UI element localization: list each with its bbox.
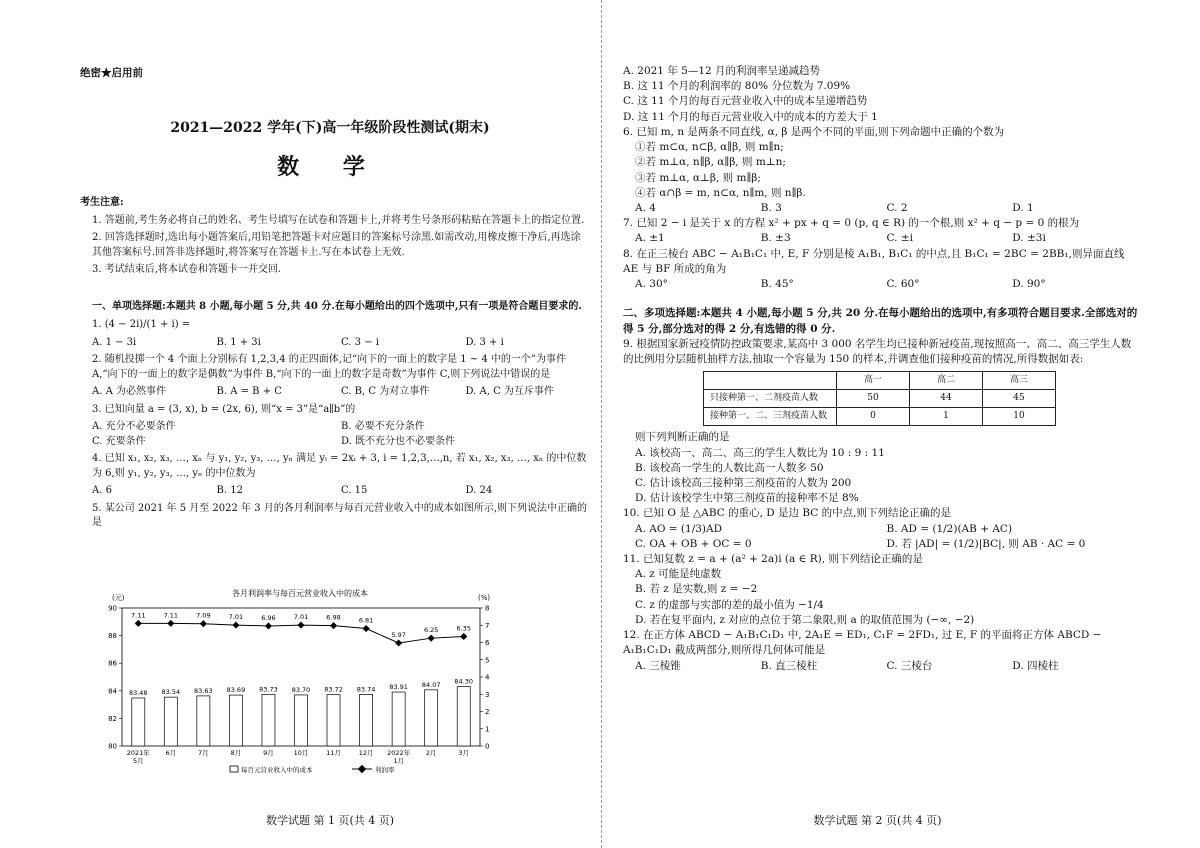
- chart-title: 各月利润率与每百元营业收入中的成本: [232, 589, 368, 598]
- left-axis-unit: (元): [112, 594, 125, 602]
- vaccine-table: [703, 371, 1056, 426]
- profit-value-label: 6.81: [358, 616, 374, 625]
- proposition-1: ①若 m⊂α, n⊂β, α∥β, 则 m∥n;: [635, 141, 784, 154]
- left-tick-label: 84: [108, 687, 117, 696]
- legend-marker: [358, 765, 366, 773]
- table-cell: 10: [983, 408, 1056, 426]
- profit-value-label: 7.01: [228, 613, 244, 622]
- category-label-sub: 5月: [132, 757, 144, 765]
- legend-cost-label: 每百元营业收入中的成本: [241, 766, 313, 774]
- question-3: 3. 已知向量 a = (3, x), b = (2x, 6), 则“x = 3”是“a∥b”的: [92, 403, 356, 415]
- option-d: D. 四棱柱: [1012, 659, 1059, 672]
- option-a: A. 三棱锥: [635, 659, 681, 672]
- profit-rate-marker: [460, 633, 467, 640]
- option-b: B. 必要不充分条件: [341, 421, 425, 432]
- profit-rate-marker: [200, 620, 207, 627]
- left-tick-label: 82: [108, 714, 117, 723]
- right-tick-label: 1: [485, 725, 490, 734]
- right-tick-label: 2: [485, 708, 490, 716]
- option-d: D. 若在复平面内, z 对应的点位于第二象限,则 a 的取值范围为 (−∞, −2): [635, 613, 975, 626]
- profit-value-label: 6.25: [423, 626, 439, 635]
- section-heading: 一、单项选择题:本题共 8 小题,每小题 5 分,共 40 分.在每小题给出的四个选项中,只有一项是符合题目要求的.: [92, 300, 582, 312]
- cost-value-label: 83.69: [226, 686, 246, 695]
- category-label: 2022年: [387, 749, 411, 757]
- option-a: A. z 可能是纯虚数: [635, 568, 722, 581]
- question-9-prompt: 则下列判断正确的是: [635, 431, 730, 444]
- option-b: B. A = B + C: [216, 386, 282, 397]
- question-6: 6. 已知 m, n 是两条不同直线, α, β 是两个不同的平面,则下列命题中正确的个数为: [623, 125, 1005, 138]
- chart-plot-area: [108, 605, 490, 766]
- table-header-cell: 高三: [983, 372, 1056, 390]
- question-4-options: [92, 484, 590, 499]
- category-label: 10月: [293, 749, 309, 757]
- profit-value-label: 6.35: [456, 624, 471, 633]
- profit-rate-marker: [428, 635, 435, 642]
- page-footer-right: 数学试题 第 2 页(共 4 页): [813, 814, 942, 827]
- cost-bar: [229, 695, 242, 746]
- question-7: 7. 已知 2 − i 是关于 x 的方程 x² + px + q = 0 (p, q ∈ R) 的一个根,则 x² + q − p = 0 的根为: [623, 217, 1080, 230]
- profit-value-label: 6.98: [326, 613, 341, 622]
- option-b: B. 直三棱柱: [760, 659, 818, 672]
- proposition-4: ④若 α∩β = m, n⊂α, n∥m, 则 n∥β.: [635, 186, 806, 199]
- profit-rate-marker: [232, 622, 239, 629]
- option-d: D. 1: [1012, 201, 1034, 214]
- profit-value-label: 7.09: [196, 611, 211, 620]
- cost-value-label: 83.91: [389, 683, 408, 692]
- option-a: A. 该校高一、高二、高三的学生人数比为 10 : 9 : 11: [635, 446, 885, 459]
- option-b: B. 若 z 是实数,则 z = −2: [635, 583, 758, 596]
- table-cell: 45: [983, 390, 1056, 408]
- category-label: 6月: [165, 749, 177, 757]
- question-9: 9. 根据国家新冠疫情防控政策要求,某高中 3 000 名学生均已接种新冠疫苗,现按照高一、高二、高三学生人数的比例用分层随机抽样方法,抽取一个容量为 150 的样本,并调查他们接种疫苗的情况,所得数据如表:: [623, 337, 1132, 365]
- right-content: [623, 64, 1138, 674]
- option-c: C. 这 11 个月的每百元营业收入中的成本呈递增趋势: [623, 95, 868, 108]
- question-7-options: [635, 231, 1138, 246]
- category-label: 3月: [458, 749, 470, 757]
- profit-value-label: 7.11: [163, 611, 179, 620]
- category-label-sub: 1月: [393, 757, 404, 765]
- left-tick-label: 90: [108, 604, 117, 613]
- option-c: C. 15: [341, 485, 368, 496]
- cost-bar: [360, 694, 373, 746]
- profit-cost-chart: [100, 586, 500, 776]
- cost-value-label: 83.70: [291, 685, 311, 694]
- cost-value-label: 84.30: [454, 677, 474, 686]
- option-b: B. 45°: [760, 278, 794, 291]
- confidential-mark: 绝密★启用前: [80, 67, 143, 79]
- option-d: D. 既不充分也不必要条件: [341, 435, 456, 447]
- question-10: 10. 已知 O 是 △ABC 的重心, D 是边 BC 的中点,则下列结论正确的是: [623, 507, 951, 520]
- option-c: C. 60°: [886, 278, 920, 291]
- profit-value-label: 5.97: [391, 631, 406, 640]
- left-tick-label: 80: [108, 742, 117, 751]
- option-c: C. ±i: [886, 232, 913, 245]
- option-c: C. 估计该校高三接种第三剂疫苗的人数为 200: [635, 476, 852, 489]
- option-d: D. A, C 为互斥事件: [465, 386, 554, 397]
- option-a: A. 充分不必要条件: [92, 421, 176, 432]
- option-c: C. 充要条件: [92, 435, 146, 447]
- question-5-options: [623, 64, 1138, 125]
- cost-bar: [262, 695, 275, 746]
- notes-heading: 考生注意:: [80, 197, 124, 208]
- cost-value-label: 83.48: [128, 688, 148, 697]
- cost-bar: [132, 698, 145, 746]
- right-tick-label: 4: [485, 673, 490, 682]
- profit-rate-marker: [395, 639, 402, 646]
- question-8-options: [635, 277, 1138, 292]
- table-cell: 接种第一、二、三剂疫苗人数: [704, 408, 837, 426]
- option-c: C. 三棱台: [886, 659, 933, 672]
- right-tick-label: 7: [485, 621, 490, 630]
- exam-title: 2021—2022 学年(下)高一年级阶段性测试(期末): [170, 120, 490, 136]
- cost-value-label: 83.54: [161, 688, 181, 697]
- option-c: C. B, C 为对立事件: [341, 386, 430, 397]
- option-d: D. ±3i: [1012, 232, 1046, 245]
- right-tick-label: 3: [485, 690, 490, 699]
- table-header-row: [704, 372, 1056, 390]
- option-a: A. 2021 年 5—12 月的利润率呈递减趋势: [623, 65, 821, 77]
- option-d: D. 这 11 个月的每百元营业收入中的成本的方差大于 1: [623, 110, 878, 123]
- option-b: B. ±3: [760, 232, 791, 245]
- table-header-cell: 高一: [837, 372, 910, 390]
- profit-rate-marker: [297, 622, 304, 629]
- question-2-options: [92, 385, 590, 400]
- legend-bar-swatch: [230, 766, 238, 772]
- option-b: B. 1 + 3i: [216, 336, 261, 348]
- legend-profit-label: 利润率: [375, 766, 395, 774]
- option-a: A. 6: [92, 485, 112, 496]
- profit-rate-marker: [265, 622, 272, 629]
- cost-bar: [457, 687, 470, 746]
- question-12: 12. 在正方体 ABCD − A₁B₁C₁D₁ 中, 2A₁E = ED₁, C₁F = 2FD₁, 过 E, F 的平面将正方体 ABCD − A₁B₁C₁D₁ 截成两部分,则所得几何体可能是: [623, 629, 1102, 657]
- profit-value-label: 7.01: [293, 613, 309, 622]
- option-a: A. 1 − 3i: [92, 336, 137, 348]
- category-label: 2月: [425, 749, 437, 757]
- option-b: B. 这 11 个月的利润率的 80% 分位数为 7.09%: [623, 80, 851, 93]
- right-axis-unit: (%): [478, 594, 491, 602]
- cost-value-label: 83.63: [194, 686, 213, 695]
- cost-bar: [164, 697, 177, 746]
- section-heading: 二、多项选择题:本题共 4 小题,每小题 5 分,共 20 分.在每小题给出的选项中,有多项符合题目要求.全部选对的得 5 分,部分选对的得 2 分,有选错的得 0 分.: [623, 307, 1138, 335]
- category-label: 7月: [198, 749, 209, 757]
- profit-value-label: 6.96: [261, 613, 276, 622]
- table-cell: 50: [837, 390, 910, 408]
- option-d: D. 估计该校学生中第三剂疫苗的接种率不足 8%: [635, 492, 859, 505]
- option-d: D. 3 + i: [465, 336, 504, 348]
- table-cell: 44: [910, 390, 983, 408]
- question-8: 8. 在正三棱台 ABC − A₁B₁C₁ 中, E, F 分别是棱 A₁B₁, B₁C₁ 的中点,且 B₁C₁ = 2BC = 2BB₁,则异面直线 AE 与 BF 所成的角为: [623, 247, 1125, 275]
- table-cell: 只接种第一、二剂疫苗人数: [704, 390, 837, 408]
- cost-bar: [425, 690, 438, 746]
- option-d: D. 90°: [1012, 278, 1046, 291]
- option-c: C. z 的虚部与实部的差的最小值为 −1/4: [635, 598, 824, 611]
- question-12-options: [635, 659, 1138, 674]
- right-tick-label: 8: [485, 604, 490, 613]
- profit-rate-marker: [167, 620, 174, 627]
- profit-value-label: 7.11: [131, 611, 146, 620]
- question-3-options: [92, 420, 590, 449]
- subject-title: 数 学: [277, 154, 383, 180]
- question-4: 4. 已知 x₁, x₂, x₃, …, xₙ 与 y₁, y₂, y₃, …, yₙ 满足 yᵢ = 2xᵢ + 3, i = 1,2,3,…,n, 若 x₁, x₂, x₃, …, xₙ 的中位数为 6,则 y₁, y₂, y₃, …, yₙ 的中位数为: [92, 453, 587, 479]
- question-1: 1. (4 − 2i)/(1 + i) =: [92, 319, 191, 330]
- note-item: 2. 回答选择题时,选出每小题答案后,用铅笔把答题卡对应题目的答案标号涂黑.如需改动,用橡皮擦干净后,再选涂其他答案标号.回答非选择题时,将答案写在答题卡上.写在本试卷上无效.: [92, 232, 581, 258]
- cost-bar: [294, 695, 307, 746]
- category-label: 8月: [230, 749, 242, 757]
- proposition-3: ③若 m⊥α, α⊥β, 则 m∥β;: [635, 171, 761, 184]
- option-a: A. ±1: [635, 232, 665, 245]
- option-b: B. 该校高一学生的人数比高一人数多 50: [635, 461, 824, 474]
- question-2: 2. 随机投掷一个 4 个面上分别标有 1,2,3,4 的正四面体,记“向下的一面上的数字是 1 ~ 4 中的一个”为事件 A,“向下的一面上的数字是偶数”为事件 B,“向下的一面上的数字是奇数”为事件 C,则下列说法中错误的是: [92, 354, 567, 380]
- cost-value-label: 83.73: [259, 685, 278, 694]
- left-tick-label: 88: [108, 632, 117, 641]
- option-b: B. 12: [216, 485, 243, 496]
- category-label: 12月: [358, 749, 374, 757]
- table-row: [704, 390, 1056, 408]
- page-footer-left: 数学试题 第 1 页(共 4 页): [265, 814, 395, 827]
- option-c: C. 2: [886, 201, 908, 214]
- option-b: B. 3: [760, 201, 782, 214]
- question-11: 11. 已知复数 z = a + (a² + 2a)i (a ∈ R), 则下列结论正确的是: [623, 553, 923, 566]
- table-header-cell: [704, 372, 837, 390]
- option-a: A. A 为必然事件: [92, 386, 166, 397]
- profit-rate-marker: [330, 622, 337, 629]
- option-a: A. 30°: [635, 278, 668, 291]
- option-b: B. AD = (1/2)(AB + AC): [886, 522, 1013, 535]
- category-label: 11月: [326, 749, 341, 757]
- cost-bar: [392, 692, 405, 746]
- proposition-2: ②若 m⊥α, n∥β, α∥β, 则 m⊥n;: [635, 156, 786, 169]
- note-item: 3. 考试结束后,将本试卷和答题卡一并交回.: [92, 264, 282, 275]
- question-5: 5. 某公司 2021 年 5 月至 2022 年 3 月的各月利润率与每百元营业收入中的成本如图所示,则下列说法中正确的是: [92, 502, 587, 528]
- option-d: D. 24: [465, 485, 493, 496]
- cost-bar: [327, 695, 340, 746]
- table-row: [704, 408, 1056, 426]
- exam-notes: [80, 196, 590, 534]
- option-a: A. 4: [635, 201, 656, 214]
- right-tick-label: 5: [485, 656, 490, 665]
- chart-legend: [230, 765, 395, 774]
- option-c: C. 3 − i: [341, 336, 379, 348]
- category-label: 2021年: [126, 749, 150, 757]
- cost-value-label: 84.07: [421, 680, 441, 689]
- table-cell: 1: [910, 408, 983, 426]
- note-item: 1. 答题前,考生务必将自己的姓名、考生号填写在试卷和答题卡上,并将考生号条形码粘贴在答题卡上的指定位置.: [92, 214, 585, 226]
- profit-rate-marker: [363, 625, 370, 632]
- table-header-cell: 高二: [910, 372, 983, 390]
- cost-bar: [197, 696, 210, 746]
- page-divider: [601, 0, 602, 848]
- option-a: A. AO = (1/3)AD: [635, 522, 723, 535]
- cost-value-label: 83.74: [356, 685, 376, 694]
- table-cell: 0: [837, 408, 910, 426]
- option-d: D. 若 |AD| = (1/2)|BC|, 则 AB · AC = 0: [886, 537, 1086, 550]
- right-page: [615, 0, 1140, 848]
- category-label: 9月: [263, 749, 274, 757]
- left-tick-label: 86: [108, 659, 117, 668]
- question-6-options: [635, 201, 1138, 216]
- question-10-options: [635, 522, 1138, 552]
- profit-rate-marker: [135, 620, 142, 627]
- right-tick-label: 6: [485, 639, 490, 647]
- cost-value-label: 83.72: [324, 685, 343, 694]
- right-tick-label: 0: [485, 742, 490, 751]
- question-1-options: [92, 336, 590, 351]
- option-c: C. OA + OB + OC = 0: [635, 537, 752, 550]
